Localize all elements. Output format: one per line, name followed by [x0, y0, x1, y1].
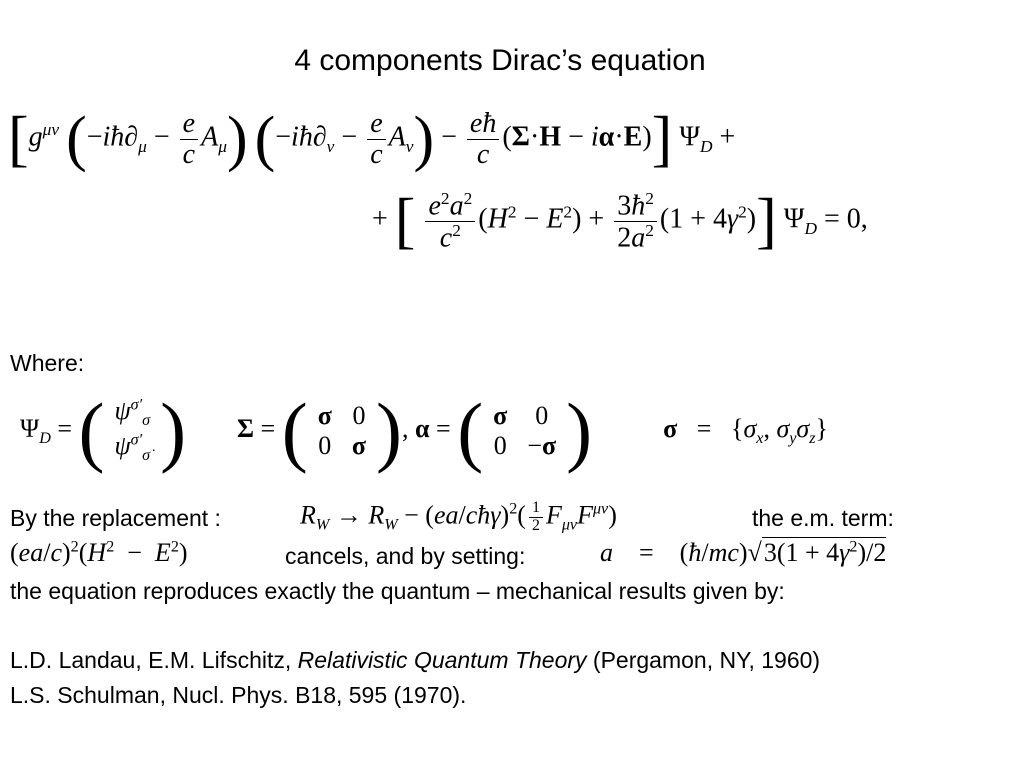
- where-label: Where:: [10, 350, 85, 376]
- slide-title: 4 components Dirac’s equation: [294, 44, 706, 77]
- definitions-line: $\Psi_D$ = ( $\psi^{\sigma'}_\sigma$ $\psi^{\sigma'}_{\sigmȧ}$ ) Σ = ( σ 0 0 σ ), α = ( σ 0 0 −σ ) $\sigma = \{\sigma_x$, $\sigma_y\sigma_z$}: [20, 387, 829, 474]
- replacement-prefix: By the replacement :: [10, 505, 221, 531]
- cancels-text: cancels, and by setting:: [285, 543, 526, 569]
- dirac-equation-line-2: + [ $\frac{e^2a^2}{c^2}$ $(H^2 - E^2)$ + $\frac{3ħ^2}{2a^2}$ $(1 + 4\gamma^2)$] $\Psi_D = 0$,: [372, 187, 868, 256]
- reference-landau-authors: L.D. Landau, E.M. Lifschitz,: [10, 647, 298, 673]
- result-text: the equation reproduces exactly the quantum – mechanical results given by:: [10, 578, 785, 604]
- replacement-suffix: the e.m. term:: [752, 505, 894, 531]
- dirac-equation-line-1: [$g^{\mu\nu}$ ($-iħ\partial_\mu$ − $\frac{e}{c}$ $A_\mu$) ($-iħ\partial_\nu$ − $\frac{e}{c}$ $A_\nu$) − $\frac{eħ}{c}$ (Σ·H − iα·E)] $\Psi_D$ +: [8, 105, 736, 173]
- reference-landau: [10, 647, 820, 674]
- reference-landau-title: Relativistic Quantum Theory: [297, 647, 587, 673]
- reference-schulman: L.S. Schulman, Nucl. Phys. B18, 595 (1970).: [10, 682, 467, 708]
- em-term-formula: $(ea/c)^2(H^2 - E^2)$: [10, 538, 188, 567]
- setting-formula: a = (ħ/mc)√3(1 + $4\gamma^2)/2$: [600, 538, 887, 567]
- replacement-formula: $R_W \to R_W$ − (ea/cħγ)$^2$( $\frac{1}{2}$ $F_{\mu\nu}F^{\mu\nu}$): [300, 499, 617, 534]
- reference-landau-publisher: (Pergamon, NY, 1960): [586, 647, 821, 673]
